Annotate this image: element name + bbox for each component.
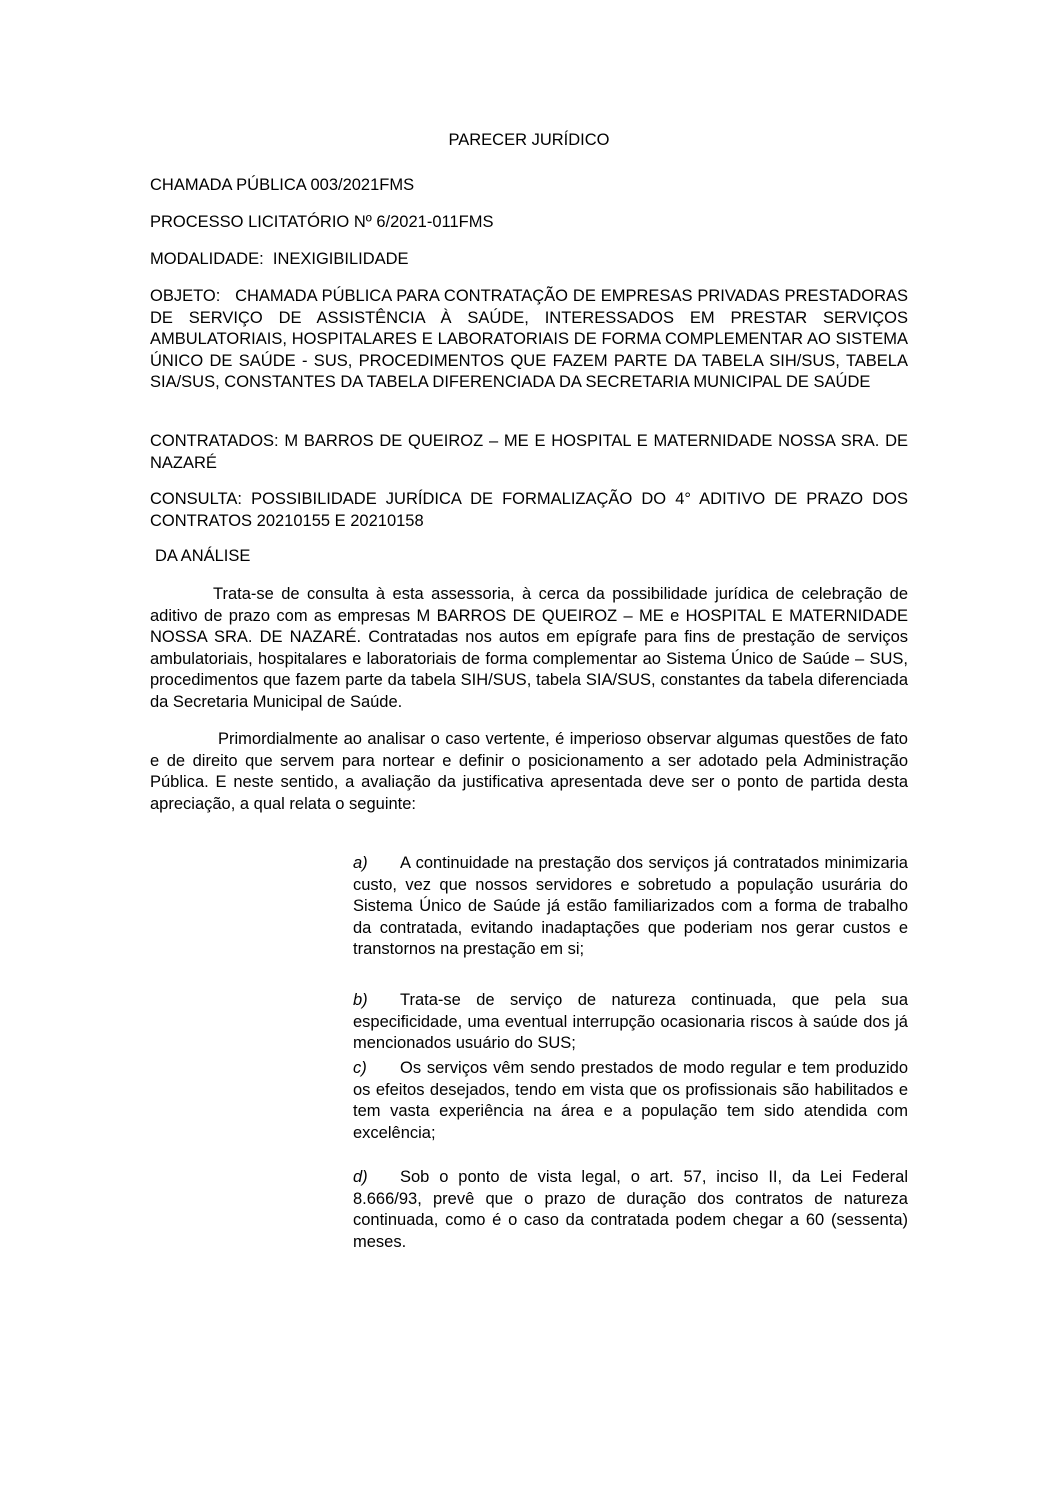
list-item bbox=[353, 1167, 908, 1253]
list-marker: b) bbox=[353, 991, 368, 1009]
modalidade-line: MODALIDADE: INEXIGIBILIDADE bbox=[150, 250, 409, 268]
list-item-text: Sob o ponto de vista legal, o art. 57, inciso II, da Lei Federal 8.666/93, prevê que o prazo de duração dos contratos de natureza continuada, como é o caso da contratada podem chegar a 60 (sessenta) meses. bbox=[353, 1168, 908, 1251]
list-item-text: Trata-se de serviço de natureza continuada, que pela sua especificidade, uma eventual interrupção ocasionaria riscos à saúde dos já mencionados usuário do SUS; bbox=[353, 991, 908, 1052]
consulta-paragraph: CONSULTA: POSSIBILIDADE JURÍDICA DE FORMALIZAÇÃO DO 4° ADITIVO DE PRAZO DOS CONTRATOS 20210155 E 20210158 bbox=[150, 490, 908, 530]
processo-licitatorio-line: PROCESSO LICITATÓRIO Nº 6/2021-011FMS bbox=[150, 213, 494, 231]
list-item bbox=[353, 853, 908, 961]
list-item bbox=[353, 990, 908, 1055]
list-marker: a) bbox=[353, 854, 368, 872]
analysis-paragraph-2: Primordialmente ao analisar o caso vertente, é imperioso observar algumas questões de fato e de direito que servem para nortear e definir o posicionamento a ser adotado pela Administração Pública. E neste sentido, a avaliação da justificativa apresentada deve ser o ponto de partida desta apreciação, a qual relata o seguinte: bbox=[150, 730, 908, 813]
objeto-paragraph: OBJETO: CHAMADA PÚBLICA PARA CONTRATAÇÃO DE EMPRESAS PRIVADAS PRESTADORAS DE SERVIÇO DE ASSISTÊNCIA À SAÚDE, INTERESSADOS EM PRESTAR SERVIÇOS AMBULATORIAIS, HOSPITALARES E LABORATORIAIS DE FORMA COMPLEMENTAR AO SISTEMA ÚNICO DE SAÚDE - SUS, PROCEDIMENTOS QUE FAZEM PARTE DA TABELA SIH/SUS, TABELA SIA/SUS, CONSTANTES DA TABELA DIFERENCIADA DA SECRETARIA MUNICIPAL DE SAÚDE bbox=[150, 287, 913, 391]
contratados-paragraph: CONTRATADOS: M BARROS DE QUEIROZ – ME E HOSPITAL E MATERNIDADE NOSSA SRA. DE NAZARÉ bbox=[150, 432, 908, 472]
list-item bbox=[353, 1058, 908, 1144]
list-item-text: A continuidade na prestação dos serviços já contratados minimizaria custo, vez que nossos servidores e sobretudo a população usurária do Sistema Único de Saúde já estão familiarizados com a forma de trabalho da contratada, evitando inadaptações que poderiam nos gerar custos e transtornos na prestação em si; bbox=[353, 854, 908, 958]
chamada-publica-line: CHAMADA PÚBLICA 003/2021FMS bbox=[150, 176, 415, 194]
list-item-text: Os serviços vêm sendo prestados de modo regular e tem produzido os efeitos desejados, tendo em vista que os profissionais são habilitados e tem vasta experiência na área e a população tem sido atendida com excelência; bbox=[353, 1059, 908, 1142]
analysis-paragraph-1: Trata-se de consulta à esta assessoria, à cerca da possibilidade jurídica de celebração de aditivo de prazo com as empresas M BARROS DE QUEIROZ – ME e HOSPITAL E MATERNIDADE NOSSA SRA. DE NAZARÉ. Contratadas nos autos em epígrafe para fins de prestação de serviços ambulatoriais, hospitalares e laboratoriais de forma complementar ao Sistema Único de Saúde – SUS, procedimentos que fazem parte da tabela SIH/SUS, tabela SIA/SUS, constantes da tabela diferenciada da Secretaria Municipal de Saúde. bbox=[150, 585, 908, 711]
list-marker: d) bbox=[353, 1168, 368, 1186]
list-marker: c) bbox=[353, 1059, 367, 1077]
document-title: PARECER JURÍDICO bbox=[448, 131, 610, 149]
section-heading: DA ANÁLISE bbox=[155, 547, 251, 565]
